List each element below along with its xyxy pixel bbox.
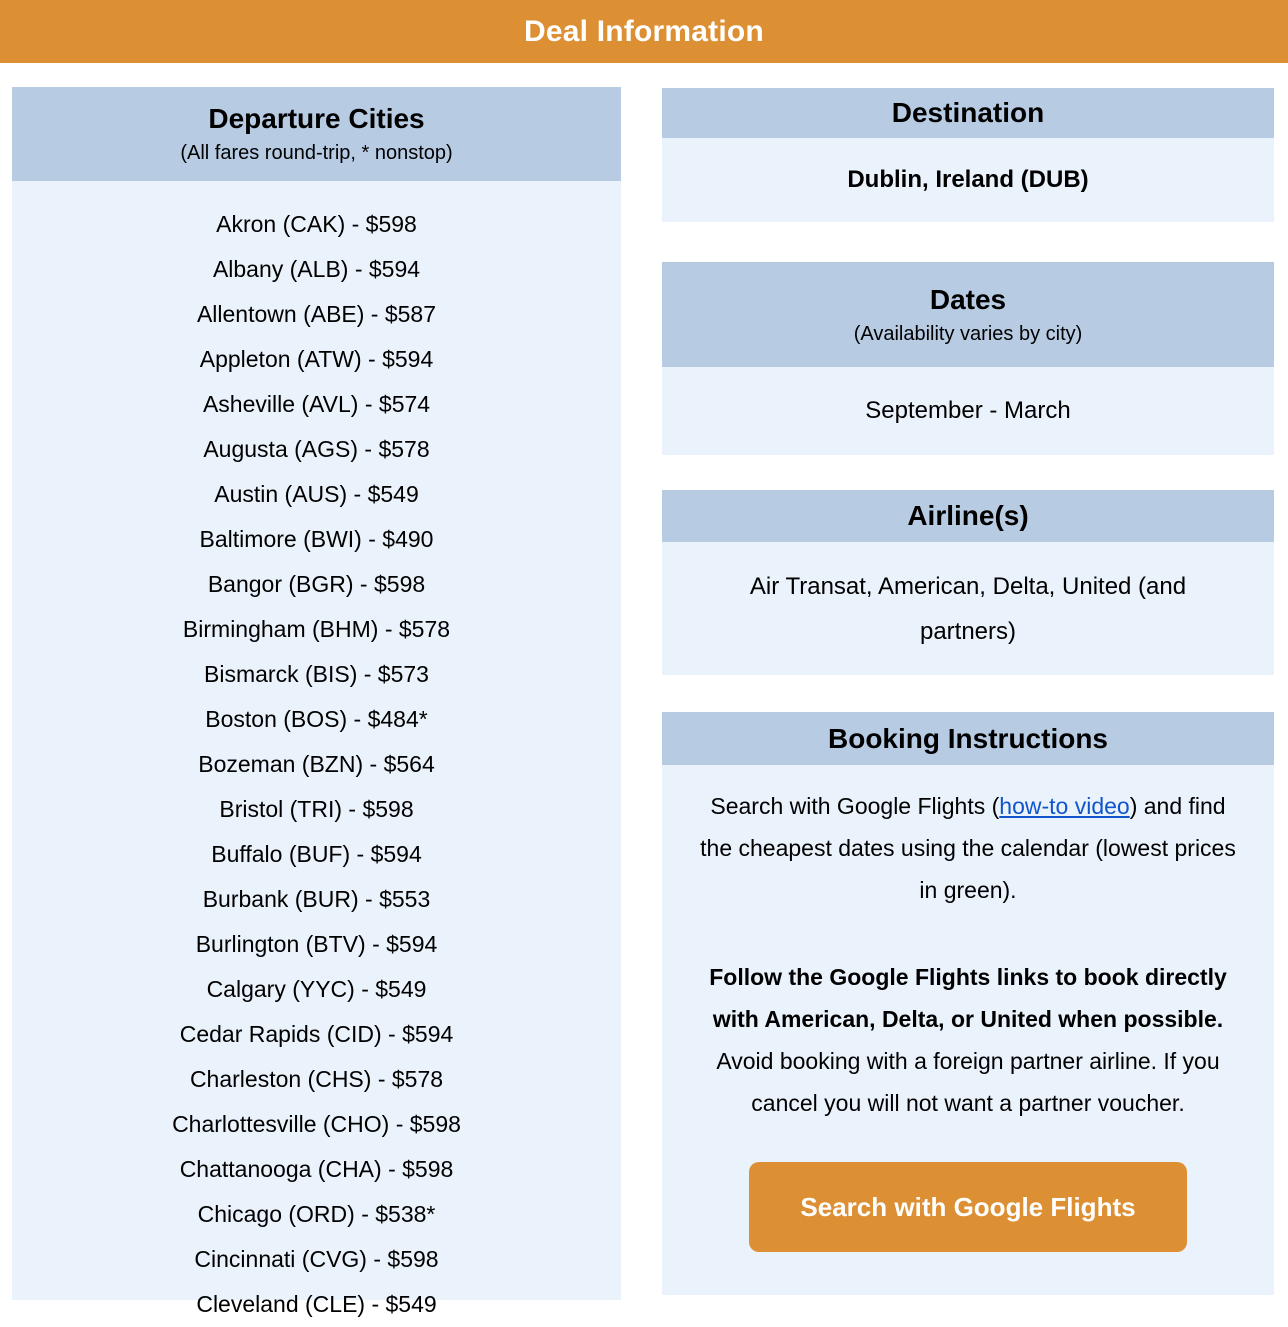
departure-cities-panel [12,87,621,1317]
departure-city-item: Albany (ALB) - $594 [212,256,421,282]
airlines-header [662,490,1274,542]
booking-paragraph-2 [698,956,1238,1124]
departure-city-item: Akron (CAK) - $598 [216,211,417,237]
departure-city-item: Charlottesville (CHO) - $598 [172,1111,461,1137]
how-to-video-link[interactable]: how-to video [999,793,1130,819]
destination-value: Dublin, Ireland (DUB) [662,138,1274,222]
dates-subtitle: (Availability varies by city) [853,322,1083,345]
booking-paragraph-1 [698,785,1238,911]
booking-p2-bold-text: Follow the Google Flights links to book directly with American, Delta, or United when possible. [709,964,1227,1032]
destination-section [662,88,1274,222]
departure-city-item: Bismarck (BIS) - $573 [204,661,429,687]
departure-city-item: Bangor (BGR) - $598 [207,571,426,597]
departure-cities-subtitle: (All fares round-trip, * nonstop) [180,142,453,164]
departure-city-item: Bristol (TRI) - $598 [219,796,414,822]
booking-p2-regular-text: Avoid booking with a foreign partner airline. If you cancel you will not want a partner voucher. [716,1048,1220,1116]
destination-title: Destination [891,97,1045,128]
dates-value: September - March [662,367,1274,455]
dates-header [662,262,1274,367]
departure-city-item: Calgary (YYC) - $549 [206,976,427,1002]
departure-city-item: Baltimore (BWI) - $490 [199,526,434,552]
departure-city-item: Cleveland (CLE) - $549 [196,1291,437,1317]
departure-city-item: Cedar Rapids (CID) - $594 [179,1021,454,1047]
booking-p1-text-after: ) and find the cheapest dates using the calendar (lowest prices in green). [700,793,1236,903]
departure-city-item: Appleton (ATW) - $594 [199,346,434,372]
search-google-flights-button[interactable]: Search with Google Flights [749,1162,1187,1252]
departure-city-item: Burbank (BUR) - $553 [202,886,431,912]
airlines-value: Air Transat, American, Delta, United (and partners) [662,542,1274,675]
booking-instructions-section [662,712,1274,1295]
departure-city-item: Birmingham (BHM) - $578 [182,616,451,642]
departure-city-item: Burlington (BTV) - $594 [195,931,438,957]
departure-city-item: Augusta (AGS) - $578 [203,436,430,462]
departure-city-item: Buffalo (BUF) - $594 [211,841,422,867]
booking-instructions-body [662,765,1274,1295]
dates-section [662,262,1274,455]
departure-city-item: Chattanooga (CHA) - $598 [179,1156,454,1182]
airlines-title: Airline(s) [907,500,1029,531]
airlines-section [662,490,1274,675]
departure-city-list [12,181,621,1317]
destination-header [662,88,1274,138]
booking-p1-text-before: Search with Google Flights ( [710,793,1000,819]
departure-cities-header [12,87,621,181]
departure-city-item: Bozeman (BZN) - $564 [198,751,435,777]
departure-city-item: Asheville (AVL) - $574 [202,391,431,417]
departure-city-item: Austin (AUS) - $549 [214,481,419,507]
departure-cities-title: Departure Cities [208,103,425,134]
deal-information-banner [0,0,1288,63]
departure-city-item: Charleston (CHS) - $578 [189,1066,444,1092]
departure-city-item: Allentown (ABE) - $587 [196,301,437,327]
departure-city-item: Boston (BOS) - $484* [205,706,428,732]
page-title: Deal Information [524,14,764,48]
booking-instructions-title: Booking Instructions [828,722,1108,754]
departure-city-item: Cincinnati (CVG) - $598 [194,1246,439,1272]
departure-city-item: Chicago (ORD) - $538* [197,1201,436,1227]
dates-title: Dates [929,283,1007,315]
booking-instructions-header [662,712,1274,765]
